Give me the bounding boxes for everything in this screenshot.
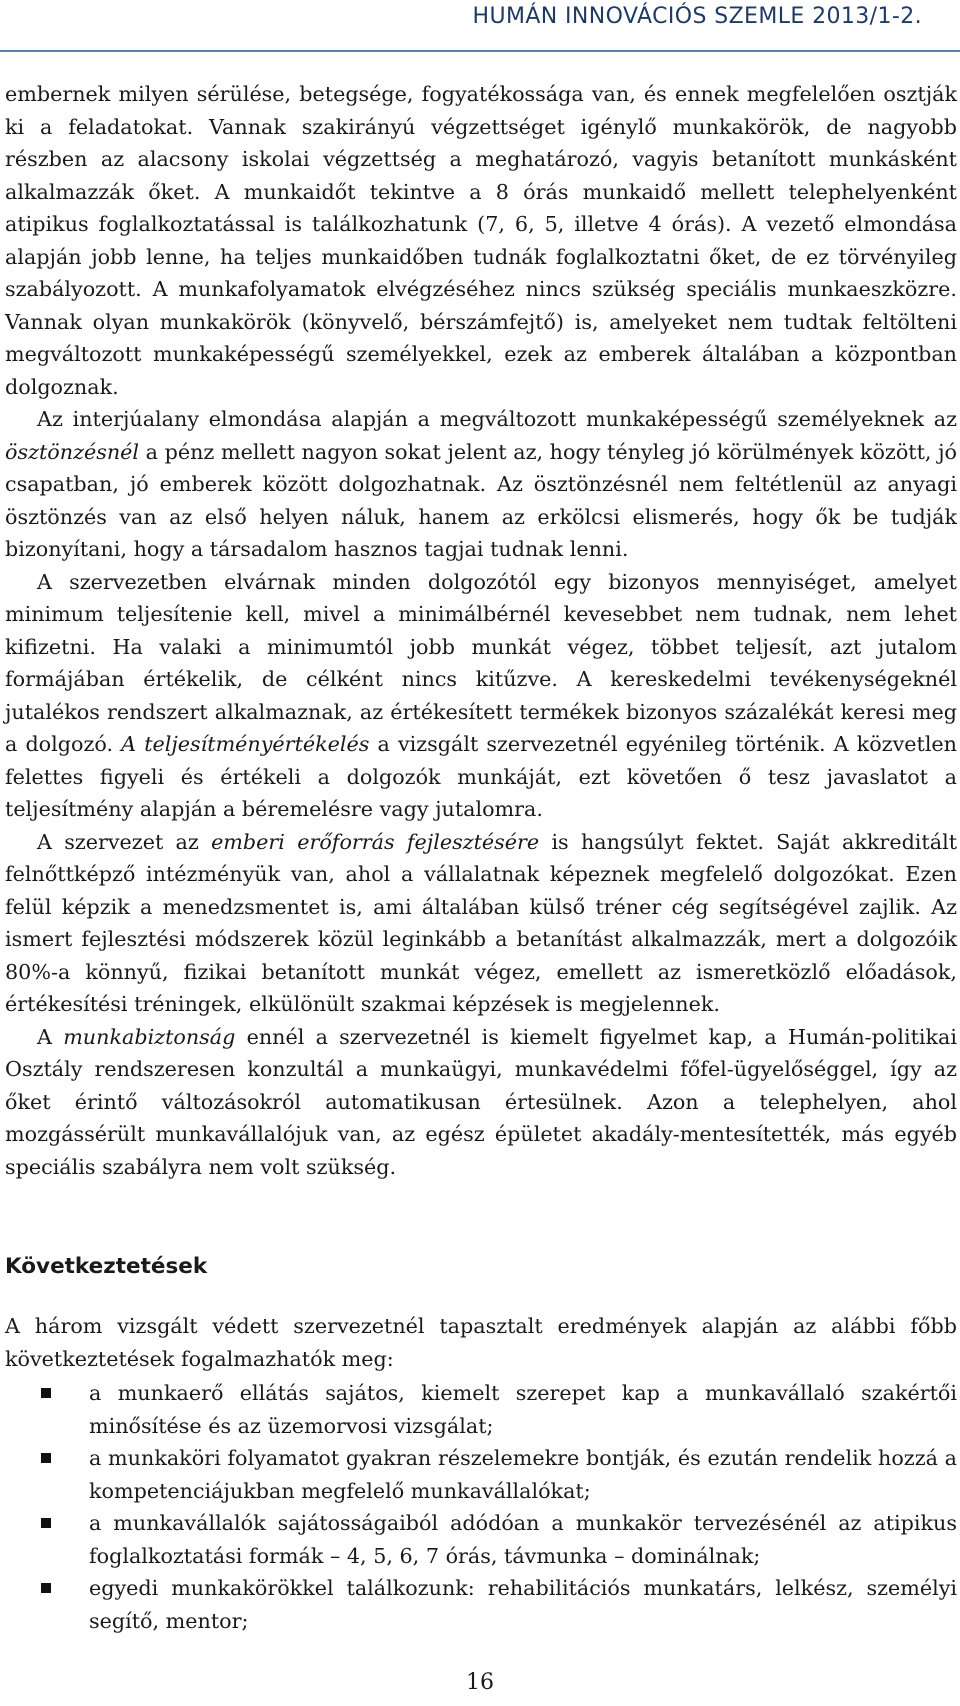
list-item-text: a munkaköri folyamatot gyakran részelemekre bontják, és ezután rendelik hozzá a kompetenciájukban megfelelő munkavállalókat;: [89, 1446, 957, 1503]
paragraph-5-emphasis: munkabiztonság: [63, 1024, 236, 1049]
section-heading: Következtetések: [5, 1254, 208, 1279]
paragraph-4-text-a: A szervezet az: [37, 829, 212, 854]
paragraph-5: [5, 1021, 957, 1184]
list-item: [5, 1572, 957, 1637]
section-intro: A három vizsgált védett szervezetnél tapasztalt eredmények alapján az alábbi főbb következtetések fogalmazhatók meg:: [5, 1314, 957, 1371]
article-body: [5, 78, 957, 1637]
paragraph-5-text-b: ennél a szervezetnél is kiemelt figyelmet kap, a Humán-politikai Osztály rendszeresen konzultál a munkaügyi, munkavédelmi főfel-ügyelőséggel, így az őket érintő változásokról automatikusan értesülnek. Azon a telephelyen, ahol mozgássérült munkavállalójuk van, az egész épületet akadály-mentesítették, más egyéb speciális szabályra nem volt szükség.: [5, 1024, 957, 1179]
running-header: [0, 0, 960, 52]
square-bullet-icon: [41, 1583, 51, 1593]
conclusion-list: [5, 1377, 957, 1637]
square-bullet-icon: [41, 1453, 51, 1463]
paragraph-4: [5, 826, 957, 1021]
paragraph-5-text-a: A: [37, 1024, 64, 1049]
paragraph-3-emphasis: A teljesítményértékelés: [121, 732, 370, 756]
paragraph-4-emphasis: emberi erőforrás fejlesztésére: [211, 829, 540, 854]
list-item-text: egyedi munkakörökkel találkozunk: rehabilitációs munkatárs, lelkész, személyi segítő, mentor;: [89, 1576, 957, 1633]
paragraph-2-text-b: a pénz mellett nagyon sokat jelent az, hogy tényleg jó körülmények között, jó csapatban, jó emberek között dolgozhatnak. Az ösztönzésnél nem feltétlenül az anyagi ösztönzés van az első helyen náluk, hanem az erkölcsi elismerés, hogy ők be tudják bizonyítani, hogy a társadalom hasznos tagjai tudnak lenni.: [5, 439, 957, 561]
square-bullet-icon: [41, 1388, 51, 1398]
list-item: [5, 1377, 957, 1442]
list-item-text: a munkavállalók sajátosságaiból adódóan a munkakör tervezésénél az atipikus foglalkoztatási formák – 4, 5, 6, 7 órás, távmunka – dominálnak;: [89, 1511, 957, 1568]
paragraph-4-text-b: is hangsúlyt fektet. Saját akkreditált felnőttképző intézményük van, ahol a vállalatnak képeznek megfelelő dolgozókat. Ezen felül képzik a menedzsmentet is, ami általában külső tréner cég segítségével zajlik. Az ismert fejlesztési módszerek közül leginkább a betanítást alkalmazzák, mert a dolgozóik 80%-a könnyű, fizikai betanított munkát végez, emellett az ismeretközlő előadások, értékesítési tréningek, elkülönült szakmai képzések is megjelennek.: [5, 829, 958, 1016]
page-number: 16: [466, 1670, 494, 1695]
paragraph-3: [5, 566, 957, 826]
journal-title: HUMÁN INNOVÁCIÓS SZEMLE 2013/1-2.: [472, 4, 922, 29]
paragraph-2: [5, 403, 957, 566]
list-item: [5, 1442, 957, 1507]
paragraph-3-text-b: a vizsgált szervezetnél egyénileg történik. A közvetlen felettes figyeli és értékeli a dolgozók munkáját, ezt követően ő tesz javaslatot a teljesítmény alapján a béremelésre vagy jutalomra.: [5, 732, 957, 821]
paragraph-1: embernek milyen sérülése, betegsége, fogyatékossága van, és ennek megfelelően osztják ki a feladatokat. Vannak szakirányú végzettséget igénylő munkakörök, de nagyobb részben az alacsony iskolai végzettség a meghatározó, vagyis betanított munkásként alkalmazzák őket. A munkaidőt tekintve a 8 órás munkaidő mellett telephelyenként atipikus foglalkoztatással is találkozhatunk (7, 6, 5, illetve 4 órás). A vezető elmondása alapján jobb lenne, ha teljes munkaidőben tudnák foglalkoztatni őket, de ez törvényileg szabályozott. A munkafolyamatok elvégzéséhez nincs szükség speciális munkaeszközre. Vannak olyan munkakörök (könyvelő, bérszámfejtő) is, amelyeket nem tudtak feltölteni megváltozott munkaképességű személyekkel, ezek az emberek általában a központban dolgoznak.: [5, 82, 957, 399]
paragraph-3-text-a: A szervezetben elvárnak minden dolgozótól egy bizonyos mennyiséget, amelyet minimum teljesítenie kell, mivel a minimálbérnél kevesebbet nem tudnak, nem lehet kifizetni. Ha valaki a minimumtól jobb munkát végez, többet teljesít, azt jutalom formájában értékelik, de célként nincs kitűzve. A kereskedelmi tevékenységeknél jutalékos rendszert alkalmaznak, az értékesített termékek bizonyos százalékát keresi meg a dolgozó.: [5, 569, 957, 756]
paragraph-2-emphasis: ösztönzésnél: [5, 439, 140, 464]
paragraph-2-text-a: Az interjúalany elmondása alapján a megváltozott munkaképességű személyeknek az: [37, 407, 957, 431]
list-item-text: a munkaerő ellátás sajátos, kiemelt szerepet kap a munkavállaló szakértői minősítése és az üzemorvosi vizsgálat;: [89, 1381, 957, 1438]
list-item: [5, 1507, 957, 1572]
square-bullet-icon: [41, 1518, 51, 1528]
